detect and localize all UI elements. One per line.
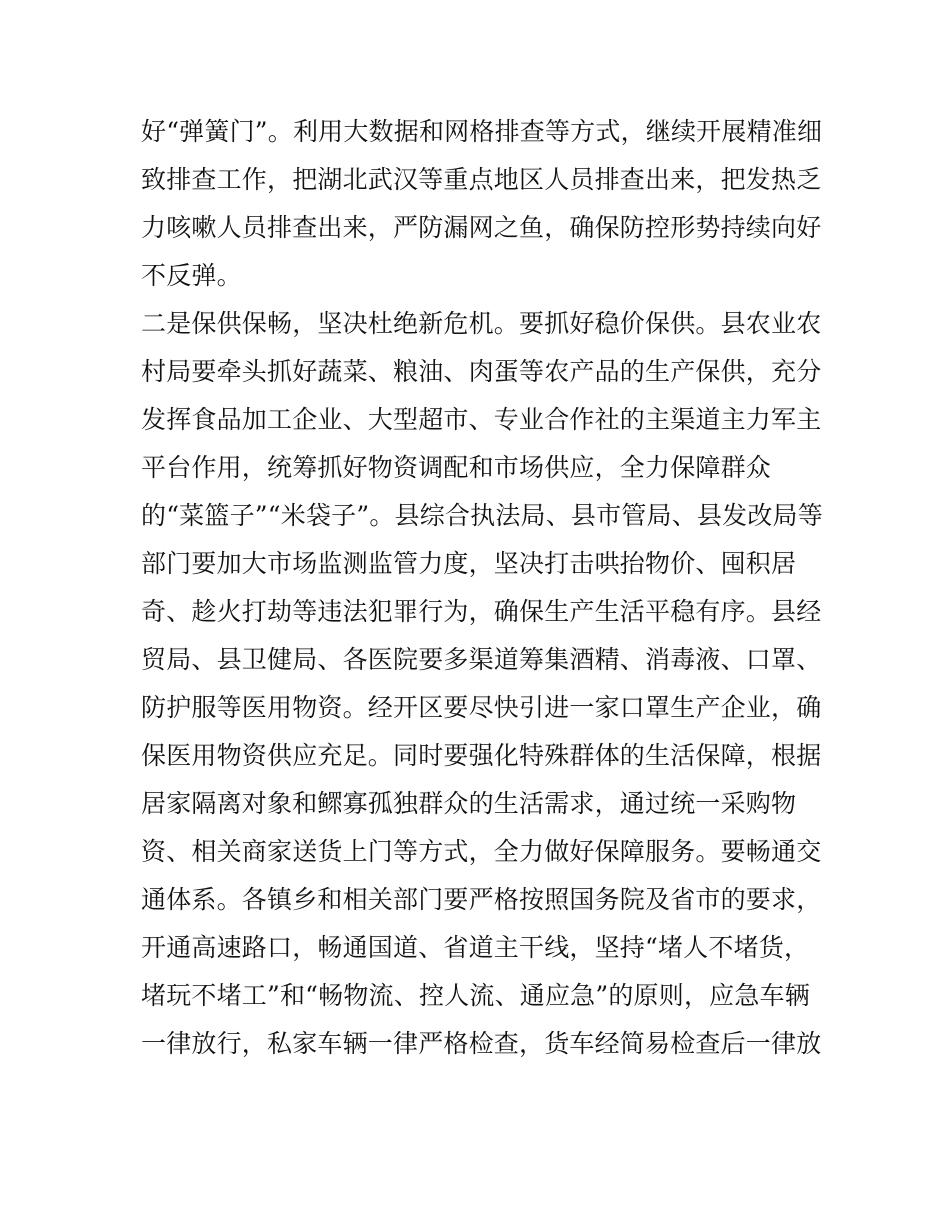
- text-line: 平台作用，统筹抓好物资调配和市场供应，全力保障群众: [141, 453, 772, 482]
- text-line: 好“弹簧门”。利用大数据和网格排查等方式，继续开展精准细: [141, 117, 823, 146]
- text-line: 部门要加大市场监测监管力度，坚决打击哄抬物价、囤积居: [141, 549, 797, 578]
- text-line: 不反弹。: [141, 261, 242, 290]
- text-line: 村局要牵头抓好蔬菜、粮油、肉蛋等农产品的生产保供，充分: [141, 357, 822, 386]
- text-line: 防护服等医用物资。经开区要尽快引进一家口罩生产企业，确: [141, 693, 822, 722]
- text-line: 开通高速路口，畅通国道、省道主干线，坚持“堵人不堵货，: [141, 933, 810, 962]
- text-line: 一律放行，私家车辆一律严格检查，货车经简易检查后一律放: [141, 1029, 822, 1058]
- text-line: 居家隔离对象和鳏寡孤独群众的生活需求，通过统一采购物: [141, 789, 797, 818]
- text-line: 堵玩不堵工”和“畅物流、控人流、通应急”的原则，应急车辆: [141, 981, 810, 1010]
- text-line: 贸局、县卫健局、各医院要多渠道筹集酒精、消毒液、口罩、: [141, 645, 822, 674]
- text-line: 力咳嗽人员排查出来，严防漏网之鱼，确保防控形势持续向好: [141, 213, 822, 242]
- text-line: 资、相关商家送货上门等方式，全力做好保障服务。要畅通交: [141, 837, 822, 866]
- text-line: 致排查工作，把湖北武汉等重点地区人员排查出来，把发热乏: [141, 165, 822, 194]
- text-line: 的“菜篮子”“米袋子”。县综合执法局、县市管局、县发改局等: [141, 501, 823, 530]
- text-line: 发挥食品加工企业、大型超市、专业合作社的主渠道主力军主: [141, 405, 822, 434]
- text-line: 通体系。各镇乡和相关部门要严格按照国务院及省市的要求，: [141, 885, 822, 914]
- text-line: 保医用物资供应充足。同时要强化特殊群体的生活保障，根据: [141, 741, 822, 770]
- document-body: [141, 108, 821, 1068]
- text-line: 二是保供保畅，坚决杜绝新危机。要抓好稳价保供。县农业农: [141, 309, 822, 338]
- text-line: 奇、趁火打劫等违法犯罪行为，确保生产生活平稳有序。县经: [141, 597, 822, 626]
